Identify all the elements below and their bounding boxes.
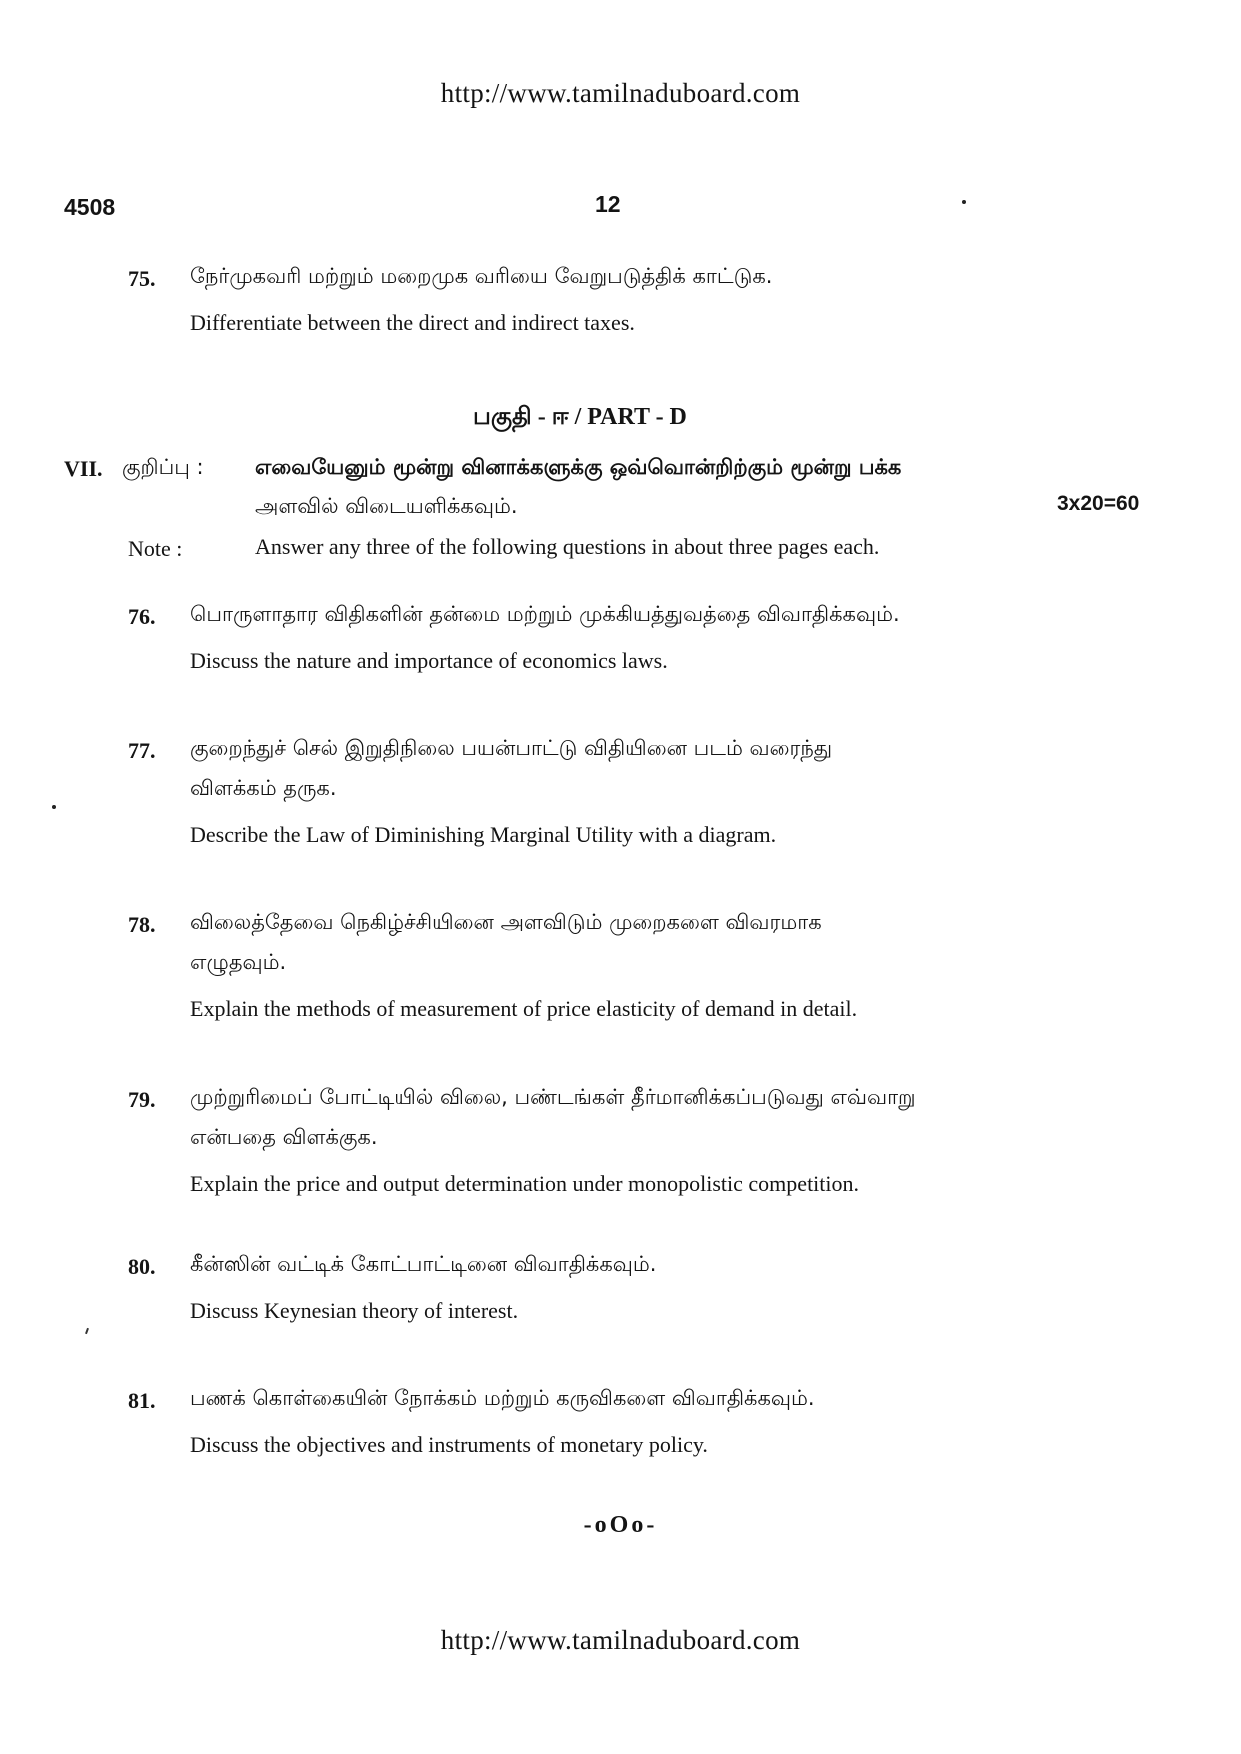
question-english: Discuss the nature and importance of economics laws.	[190, 648, 668, 673]
question-number: 81.	[128, 1388, 156, 1413]
question-tamil: முற்றுரிமைப் போட்டியில் விலை, பண்டங்கள் தீர்மானிக்கப்படுவது எவ்வாறு	[190, 1085, 916, 1109]
question-english: Explain the price and output determination under monopolistic competition.	[190, 1171, 860, 1196]
note-label-english: Note :	[128, 536, 183, 561]
question-number: 76.	[128, 604, 156, 629]
question-tamil: குறைந்துச் செல் இறுதிநிலை பயன்பாட்டு விதியினை படம் வரைந்து	[190, 736, 833, 760]
speck-mark	[85, 1328, 89, 1334]
question-english: Describe the Law of Diminishing Marginal Utility with a diagram.	[190, 822, 777, 847]
question-tamil: கீன்ஸின் வட்டிக் கோட்பாட்டினை விவாதிக்கவும்.	[190, 1252, 657, 1276]
question-number: 78.	[128, 912, 156, 937]
marks-allocation: 3x20=60	[1057, 492, 1140, 515]
end-mark: -oOo-	[583, 1512, 658, 1538]
question-english: Explain the methods of measurement of price elasticity of demand in detail.	[190, 996, 858, 1021]
footer-url[interactable]: http://www.tamilnaduboard.com	[440, 1625, 801, 1655]
question-english: Discuss the objectives and instruments of monetary policy.	[190, 1432, 708, 1457]
section-number: VII.	[64, 456, 103, 481]
question-tamil: பொருளாதார விதிகளின் தன்மை மற்றும் முக்கியத்துவத்தை விவாதிக்கவும்.	[190, 602, 900, 626]
question-tamil: விலைத்தேவை நெகிழ்ச்சியினை அளவிடும் முறைகளை விவரமாக	[190, 910, 822, 934]
paper-code: 4508	[64, 194, 116, 220]
question-number: 80.	[128, 1254, 156, 1279]
question-tamil-line2: என்பதை விளக்குக.	[190, 1125, 378, 1149]
page-number: 12	[595, 191, 621, 217]
question-tamil-line2: எழுதவும்.	[190, 950, 287, 974]
note-tamil-line1: எவையேனும் மூன்று வினாக்களுக்கு ஒவ்வொன்றிற்கும் மூன்று பக்க	[255, 455, 902, 479]
question-number: 75.	[128, 266, 156, 291]
question-english: Differentiate between the direct and indirect taxes.	[190, 310, 635, 335]
question-tamil: பணக் கொள்கையின் நோக்கம் மற்றும் கருவிகளை விவாதிக்கவும்.	[190, 1386, 815, 1410]
question-number: 79.	[128, 1087, 156, 1112]
note-label-tamil: குறிப்பு :	[122, 455, 204, 479]
speck-mark	[962, 200, 966, 204]
question-english: Discuss Keynesian theory of interest.	[190, 1298, 519, 1323]
question-tamil-line2: விளக்கம் தருக.	[190, 776, 337, 800]
question-tamil: நேர்முகவரி மற்றும் மறைமுக வரியை வேறுபடுத்திக் காட்டுக.	[190, 264, 773, 288]
part-d-title: பகுதி - ஈ / PART - D	[473, 404, 687, 430]
speck-mark	[52, 805, 56, 809]
note-english: Answer any three of the following questions in about three pages each.	[255, 534, 880, 559]
note-tamil-line2: அளவில் விடையளிக்கவும்.	[255, 494, 518, 518]
header-url[interactable]: http://www.tamilnaduboard.com	[440, 78, 801, 108]
question-number: 77.	[128, 738, 156, 763]
